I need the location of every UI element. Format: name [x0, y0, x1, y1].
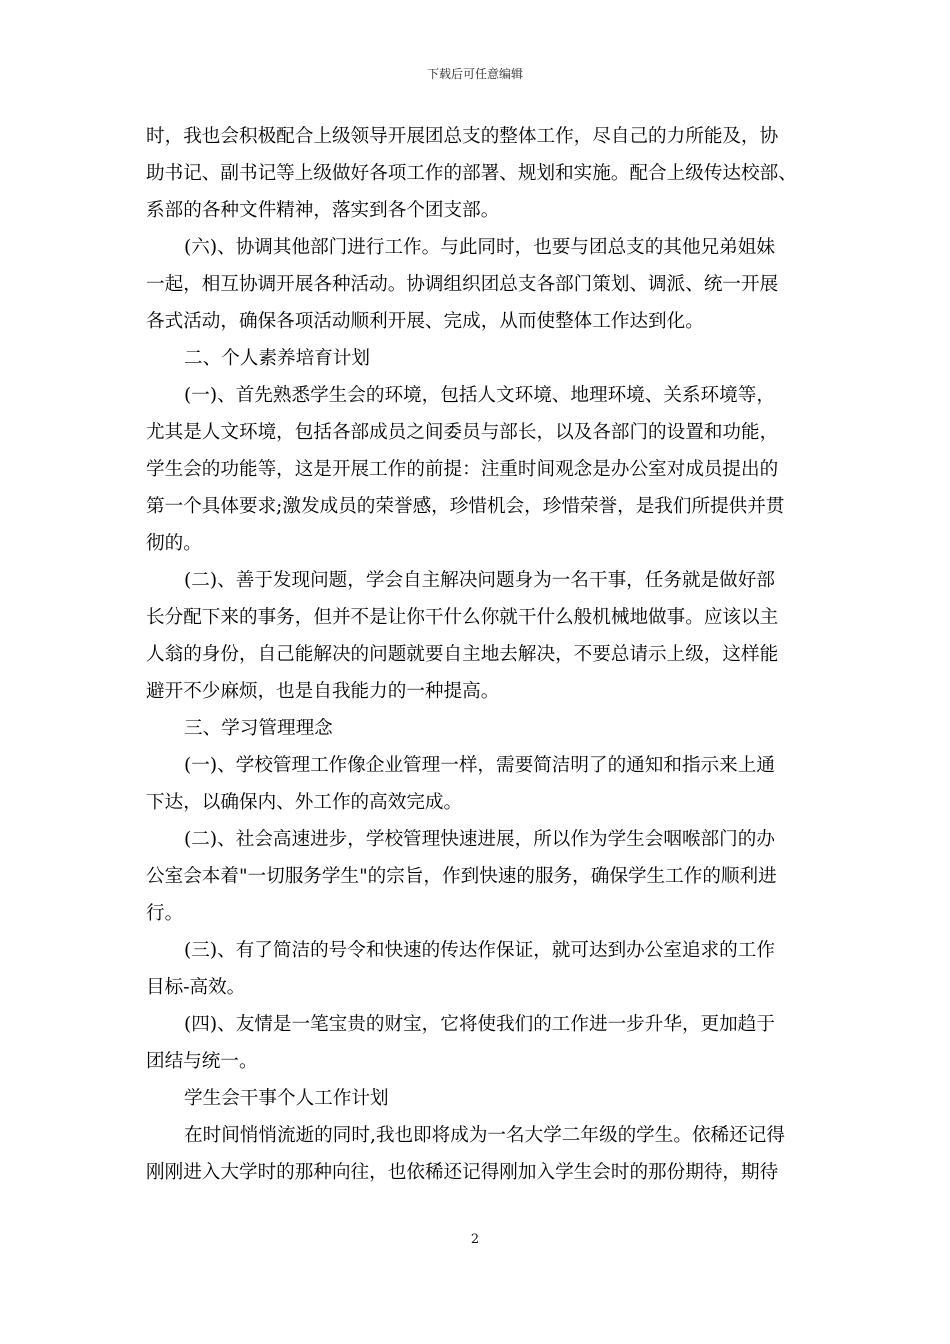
text-line: (三)、有了简洁的号令和快速的传达作保证，就可达到办公室追求的工作 [184, 940, 775, 961]
text-line: 团结与统一。 [146, 1051, 258, 1072]
text-line: 下达，以确保内、外工作的高效完成。 [146, 792, 463, 813]
text-line: (一)、首先熟悉学生会的环境，包括人文环境、地理环境、关系环境等， [184, 385, 775, 406]
text-line: (二)、社会高速进步，学校管理快速进展，所以作为学生会咽喉部门的办 [184, 829, 775, 850]
text-line: 在时间悄悄流逝的同时,我也即将成为一名大学二年级的学生。依稀还记得 [184, 1125, 785, 1146]
text-line: (六)、协调其他部门进行工作。与此同时，也要与团总支的其他兄弟姐妹 [184, 237, 775, 258]
text-line: 彻的。 [146, 533, 202, 554]
text-line: 人翁的身份，自己能解决的问题就要自主地去解决，不要总请示上级，这样能 [146, 644, 779, 665]
text-line: 学生会的功能等，这是开展工作的前提：注重时间观念是办公室对成员提出的 [146, 459, 779, 480]
text-line: 各式活动，确保各项活动顺利开展、完成，从而使整体工作达到化。 [146, 311, 704, 332]
text-line: 公室会本着"一切服务学生"的宗旨，作到快速的服务，确保学生工作的顺利进 [146, 866, 777, 887]
text-line: 目标-高效。 [146, 977, 246, 998]
text-line: 避开不少麻烦，也是自我能力的一种提高。 [146, 681, 500, 702]
text-line: (二)、善于发现问题，学会自主解决问题身为一名干事，任务就是做好部 [184, 570, 775, 591]
text-line: 一起，相互协调开展各种活动。协调组织团总支各部门策划、调派、统一开展 [146, 274, 779, 295]
text-line: (四)、友情是一笔宝贵的财宝，它将使我们的工作进一步升华，更加趋于 [184, 1014, 775, 1035]
text-line: 助书记、副书记等上级做好各项工作的部署、规划和实施。配合上级传达校部、 [146, 163, 797, 184]
text-line: 学生会干事个人工作计划 [184, 1088, 389, 1109]
page-header: 下载后可任意编辑 [426, 67, 523, 81]
page-number: 2 [470, 1232, 480, 1247]
document-body [146, 118, 804, 1191]
text-line: 尤其是人文环境，包括各部成员之间委员与部长，以及各部门的设置和功能， [146, 422, 779, 443]
text-line: 三、学习管理理念 [184, 718, 333, 739]
text-line: 第一个具体要求;激发成员的荣誉感，珍惜机会，珍惜荣誉，是我们所提供并贯 [146, 496, 785, 517]
text-line: 行。 [146, 903, 184, 924]
text-line: 刚刚进入大学时的那种向往，也依稀还记得刚加入学生会时的那份期待，期待 [146, 1162, 779, 1183]
text-line: 二、个人素养培育计划 [184, 348, 370, 369]
text-line: 时，我也会积极配合上级领导开展团总支的整体工作，尽自己的力所能及，协 [146, 126, 779, 147]
text-line: 系部的各种文件精神，落实到各个团支部。 [146, 200, 500, 221]
text-line: (一)、学校管理工作像企业管理一样，需要简洁明了的通知和指示来上通 [184, 755, 775, 776]
text-line: 长分配下来的事务，但并不是让你干什么你就干什么般机械地做事。应该以主 [146, 607, 779, 628]
